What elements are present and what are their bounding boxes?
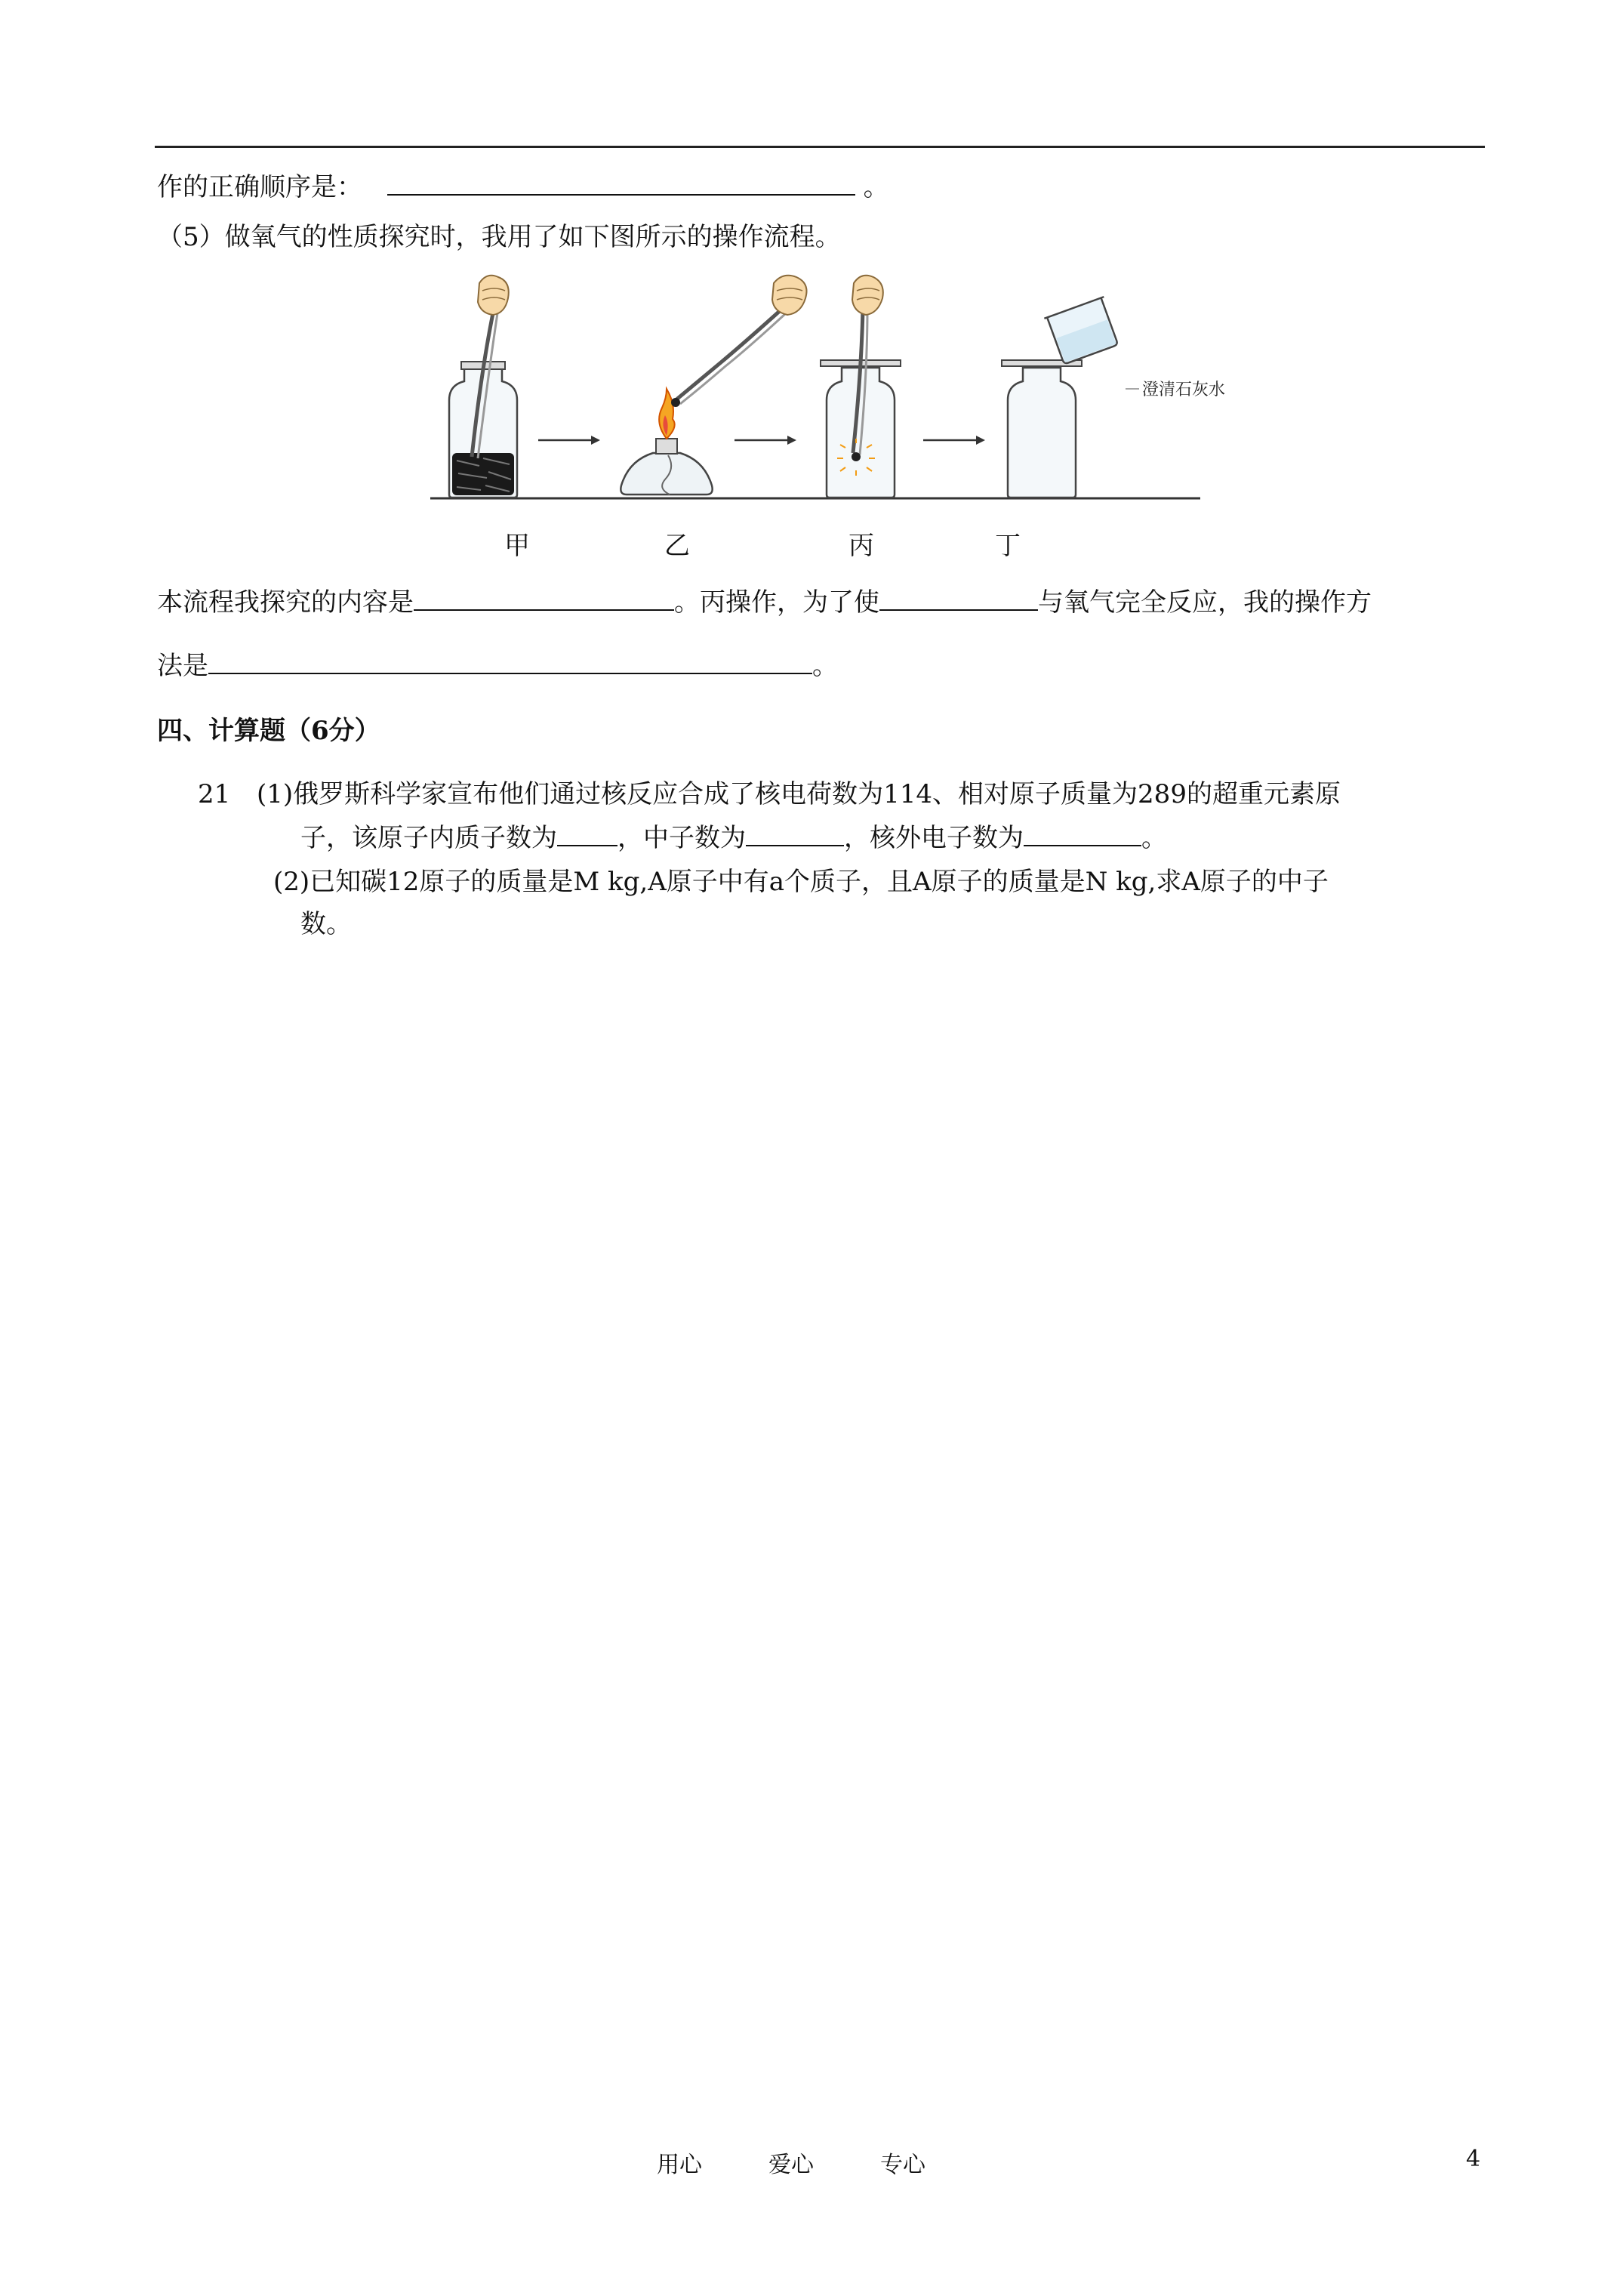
q5-body-line1: [157, 586, 1372, 619]
arrow-2: [735, 436, 796, 445]
q21-electron-prompt: ，核外电子数为: [844, 823, 1024, 853]
label-ding: 丁: [995, 531, 1021, 561]
q21-p2-line2: 数。: [300, 909, 352, 939]
q5-method-prompt: 与氧气完全反应，我的操作方: [1038, 587, 1372, 618]
electron-blank[interactable]: [1024, 822, 1141, 846]
q5-intro: （5）做氧气的性质探究时，我用了如下图所示的操作流程。: [157, 222, 841, 252]
footer-mid: 爱心: [768, 2152, 814, 2178]
header-rule: [155, 146, 1485, 148]
oxygen-experiment-figure: [427, 268, 1226, 510]
q21-p1-end: 。: [1141, 823, 1167, 853]
footer-left: 用心: [657, 2152, 702, 2178]
jar-bing: [821, 276, 901, 498]
substance-blank[interactable]: [879, 587, 1038, 611]
label-bing: 丙: [848, 531, 874, 561]
order-question-end: 。: [863, 172, 889, 202]
lime-water-label: 澄清石灰水: [1142, 381, 1226, 399]
q5-body-line2: [157, 649, 838, 683]
beaker: [1044, 297, 1121, 365]
order-question-line: [157, 171, 889, 204]
label-yi: 乙: [664, 531, 690, 561]
q5-method-label: 法是: [157, 651, 208, 681]
jar-ding: [1002, 297, 1139, 498]
jar-jia: [449, 276, 517, 498]
proton-blank[interactable]: [557, 822, 617, 846]
footer-right: 专心: [880, 2152, 925, 2178]
neutron-blank[interactable]: [746, 822, 844, 846]
q21-p2-line1: (2)已知碳12原子的质量是M kg,A原子中有a个质子，且A原子的质量是N kg,求A原子的中子: [273, 867, 1329, 897]
q21-neutron-prompt: ，中子数为: [617, 823, 746, 853]
q21-proton-prompt: 子，该原子内质子数为: [300, 823, 557, 853]
order-question-text: 作的正确顺序是：: [157, 172, 362, 202]
alcohol-lamp-yi: [621, 276, 806, 495]
q5-bing-prompt: 。丙操作，为了使: [674, 587, 879, 618]
page-number: 4: [1466, 2146, 1481, 2172]
arrow-3: [923, 436, 985, 445]
q5-end: 。: [812, 651, 838, 681]
order-answer-blank[interactable]: [387, 171, 855, 196]
q5-content-prompt: 本流程我探究的内容是: [157, 587, 414, 618]
content-blank[interactable]: [414, 587, 674, 611]
arrow-1: [538, 436, 600, 445]
method-blank[interactable]: [208, 650, 812, 674]
section-title: 四、计算题（6分）: [157, 716, 380, 746]
q21-p1-line2: [300, 821, 1167, 855]
label-jia: 甲: [504, 531, 530, 561]
q21-number: 21: [198, 779, 231, 809]
q21-p1-line1: (1)俄罗斯科学家宣布他们通过核反应合成了核电荷数为114、相对原子质量为289的超重元素原: [257, 779, 1341, 809]
